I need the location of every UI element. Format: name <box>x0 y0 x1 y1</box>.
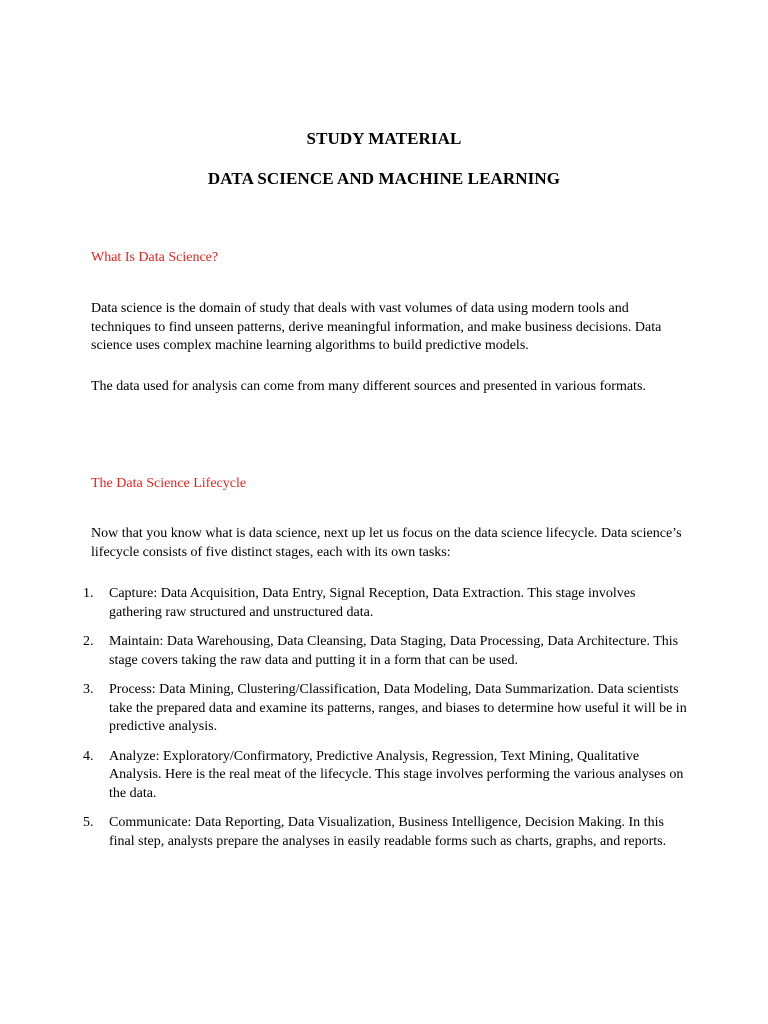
list-item-number: 5. <box>83 815 94 830</box>
list-item <box>83 748 691 804</box>
paragraph-data-sources: The data used for analysis can come from many different sources and presented in various formats. <box>91 379 646 394</box>
section-heading-lifecycle: The Data Science Lifecycle <box>91 476 247 491</box>
list-item <box>83 633 691 670</box>
list-item-number: 4. <box>83 748 94 764</box>
list-item-number: 1. <box>83 586 94 601</box>
list-item-number: 2. <box>83 634 94 649</box>
list-item-text: Process: Data Mining, Clustering/Classification, Data Modeling, Data Summarization. Data scientists take the prepared data and examine its patterns, ranges, and biases to determine how useful it will be in predictive analysis. <box>109 682 687 734</box>
paragraph-lifecycle-intro: Now that you know what is data science, next up let us focus on the data science lifecycle. Data science’s lifecycle consists of five distinct stages, each with its own tasks: <box>91 526 682 560</box>
list-item-text: Capture: Data Acquisition, Data Entry, Signal Reception, Data Extraction. This stage involves gathering raw structured and unstructured data. <box>109 586 636 620</box>
list-item-text: Maintain: Data Warehousing, Data Cleansing, Data Staging, Data Processing, Data Architecture. This stage covers taking the raw data and putting it in a form that can be used. <box>109 634 679 668</box>
list-item <box>83 681 691 737</box>
lifecycle-steps-list <box>83 585 691 862</box>
list-item-text: Analyze: Exploratory/Confirmatory, Predictive Analysis, Regression, Text Mining, Qualitative Analysis. Here is the real meat of the lifecycle. This stage involves performing the various analyses on the data. <box>109 748 684 801</box>
paragraph-definition: Data science is the domain of study that deals with vast volumes of data using modern tools and techniques to find unseen patterns, derive meaningful information, and make business decisions. Data science uses complex machine learning algorithms to build predictive models. <box>91 301 662 353</box>
list-item-text: Communicate: Data Reporting, Data Visualization, Business Intelligence, Decision Making. In this final step, analysts prepare the analyses in easily readable forms such as charts, graphs, and reports. <box>109 815 667 849</box>
list-item <box>83 585 691 622</box>
document-subtitle: DATA SCIENCE AND MACHINE LEARNING <box>207 169 561 188</box>
document-title: STUDY MATERIAL <box>306 129 462 148</box>
list-item-number: 3. <box>83 682 94 697</box>
section-heading-what-is-data-science: What Is Data Science? <box>91 250 219 265</box>
list-item <box>83 814 691 851</box>
